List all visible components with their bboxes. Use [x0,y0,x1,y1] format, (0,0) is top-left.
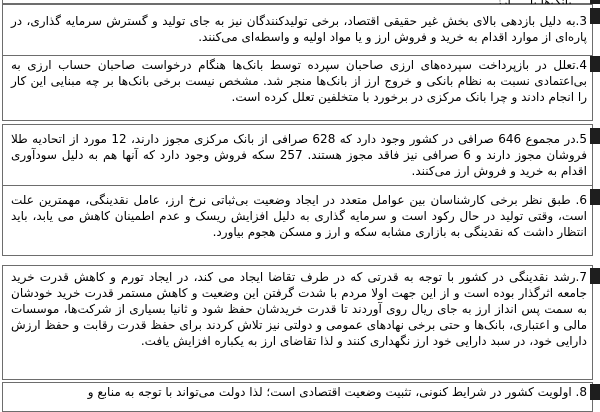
table-row-item-3 [2,4,593,56]
item-text: 6. طبق نظر برخی کارشناسان بین عوامل متعدد در ایجاد وضعیت بی‌ثباتی نرخ ارز، عامل نقدینگی، مهمترین علت است، وقتی تولید در حال رکود است و سرمایه گذاری به دلیل افزایش ریسک و عدم اطمینان کاهش می یابد، باید انتظار داشت که نقدینگی به بازاری مشابه سکه و ارز و مسکن هجوم بیاورد. [11,193,587,239]
row-marker-bar [590,128,600,144]
item-text: 3.به دلیل بازدهی بالای بخش غیر حقیقی اقتصاد، برخی تولیدکنندگان نیز به جای تولید و گسترش سرمایه گذاری، در پاره‌ای از موارد اقدام به خرید و فروش ارز و یا مواد اولیه و واسطه‌ای می‌کنند. [11,14,587,44]
item-text: 4.تعلل در بازپرداخت سپرده‌های ارزی صاحبان سپرده توسط بانک‌ها هنگام درخواست صاحبان حساب ارزی به بی‌اعتمادی نسبت به نظام بانکی و خروج ارز از بانک‌ها منجر شد. مشخص نیست برخی بانک‌ها بر چه مبنایی این کار را انجام دادند و چرا بانک مرکزی در برخورد با متخلفین تعلل کرده است. [11,58,587,104]
row-marker-bar [590,384,600,400]
item-text: 7.رشد نقدینگی در کشور با توجه به قدرتی که در طرف تقاضا ایجاد می کند، در ایجاد تورم و کاهش قدرت خرید جامعه اثرگذار بوده است و از این جهت اولا مردم با شدت گرفتن این وضعیت و کاهش مستمر قدرت خرید خودشان به سمت پس انداز ارز به جای ریال روی آوردند تا قدرت خریدشان حفظ شود و ثانیا بسیاری از شرکت‌ها، موسسات مالی و اعتباری، بانک‌ها و حتی برخی نهادهای عمومی و دولتی نیز تلاش کردند برای حفظ قدرت رقابت و حفظ ارزش دارایی خود، در سبد دارایی خود ارز نگهداری کنند و لذا تقاضای ارز به یکباره افزایش یافت. [11,270,587,348]
table-row-item-4 [2,55,593,121]
row-marker-bar [590,56,600,72]
row-marker-bar [590,8,600,24]
table-row-item-8 [2,382,593,412]
table-row-item-5 [2,124,593,186]
row-marker-bar [590,189,600,205]
table-row-item-6 [2,185,593,256]
table-row-item-7 [2,265,593,380]
item-text: 8. اولویت کشور در شرایط کنونی، تثبیت وضعیت اقتصادی است؛ لذا دولت می‌تواند با توجه به منابع و [87,385,587,399]
item-text: 5.در مجموع 646 صرافی در کشور وجود دارد که 628 صرافی از بانک مرکزی مجوز دارند، 12 مورد از اتحادیه طلا فروشان مجوز دارند و 6 صرافی نیز فاقد مجوز هستند. 257 سکه فروش وجود دارد که آنها هم به دلیل سودآوری اقدام به خرید و فروش ارز می‌کنند. [11,132,587,178]
row-marker-bar [590,268,600,284]
